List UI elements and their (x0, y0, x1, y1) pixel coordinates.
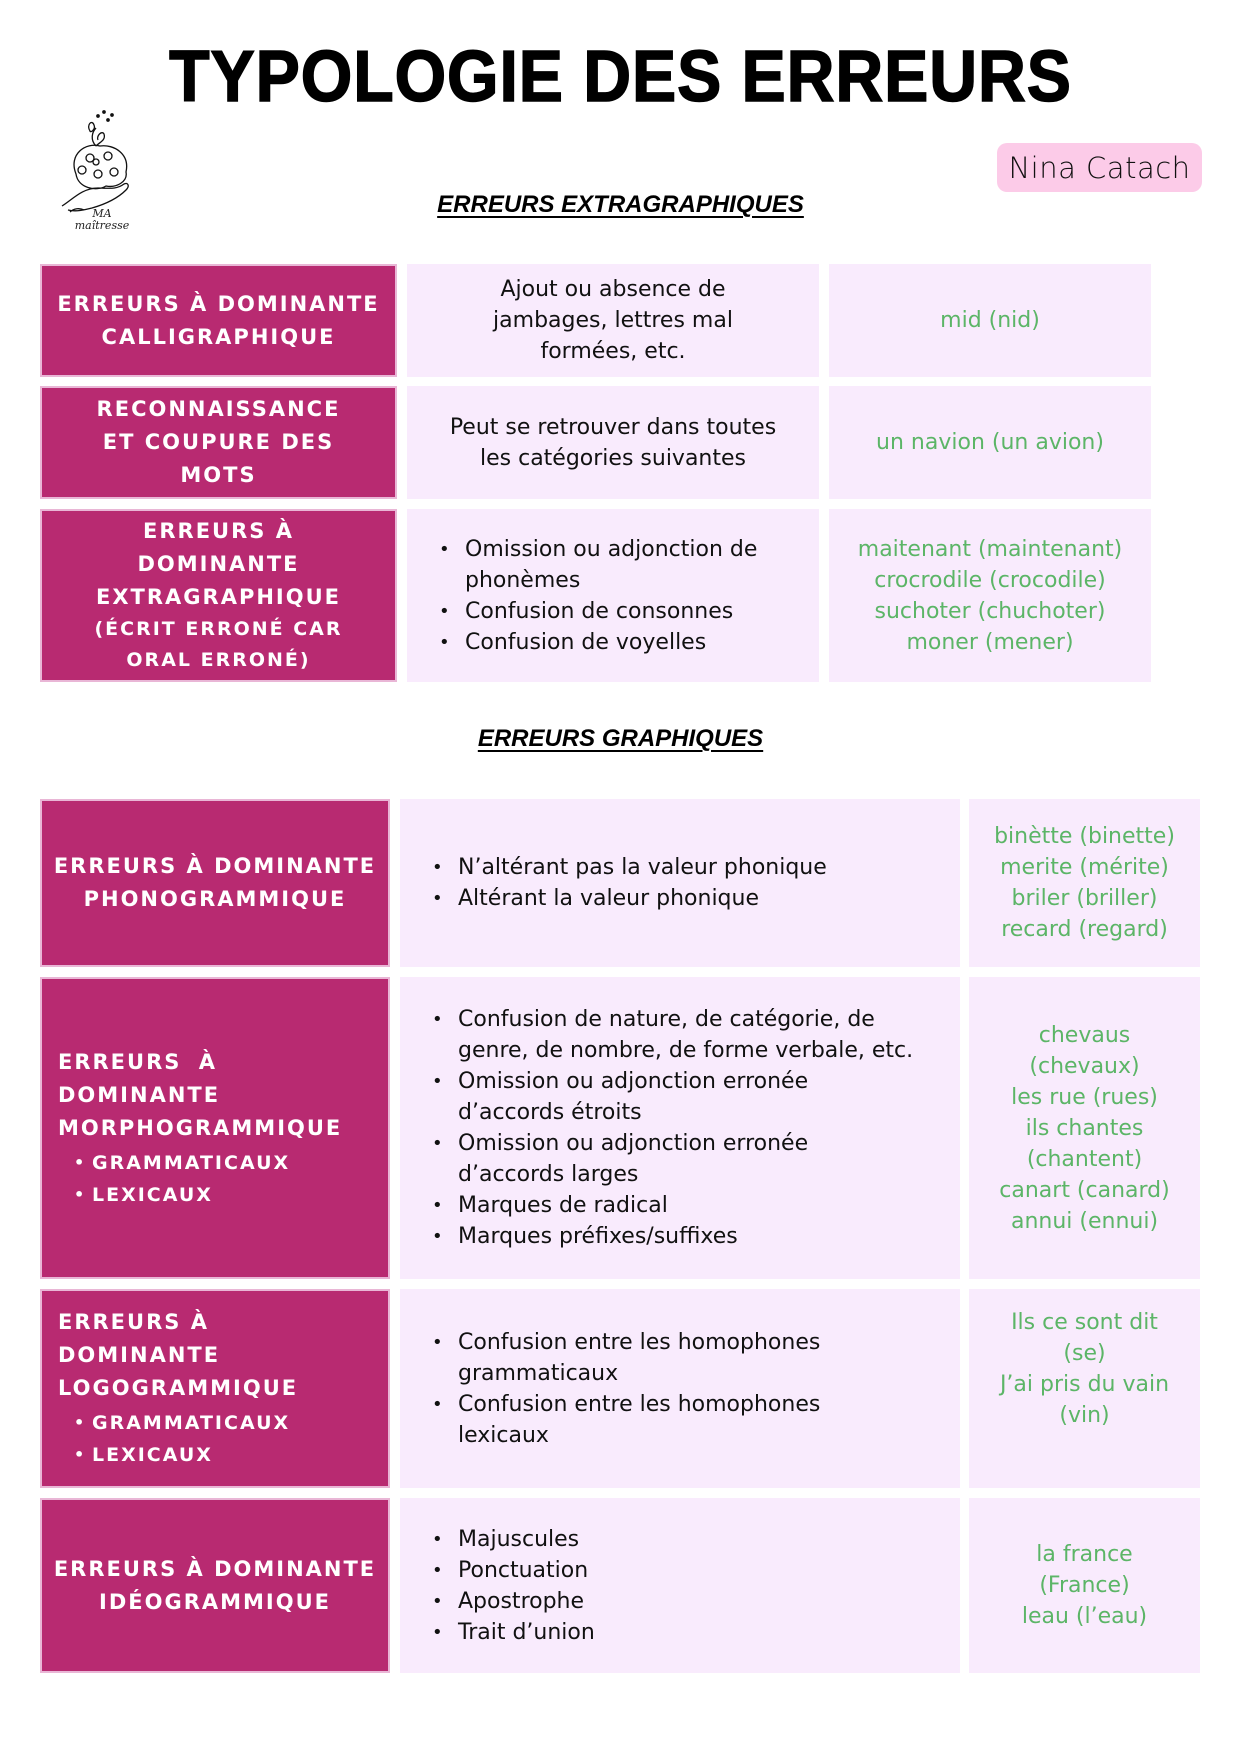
table-row (40, 509, 1151, 682)
example-text: merite (mérite) (1000, 855, 1169, 880)
example-text: chevaus (1038, 1022, 1131, 1048)
example-text: recard (regard) (1001, 917, 1168, 942)
list-item: • Ponctuation (430, 1555, 595, 1586)
category-sub-list (74, 1407, 290, 1471)
list-item: • Confusion entre les homophones grammaticaux (430, 1327, 880, 1389)
table-row (40, 977, 1200, 1279)
example-text: la france (1036, 1542, 1133, 1567)
section-title-graphiques: ERREURS GRAPHIQUES (477, 725, 764, 752)
list-item: • Confusion de voyelles (437, 627, 819, 658)
category-cell (40, 509, 397, 682)
list-item: • GRAMMATICAUX (74, 1407, 290, 1439)
example-text: (se) (1063, 1341, 1106, 1366)
list-item: • Confusion de nature, de catégorie, de genre, de nombre, de forme verbale, etc. (430, 1004, 942, 1066)
list-item: • Marques préfixes/suffixes (430, 1221, 942, 1252)
author-badge: Nina Catach (997, 143, 1202, 192)
list-item: • LEXICAUX (74, 1179, 290, 1211)
list-item: • Apostrophe (430, 1586, 595, 1617)
category-cell: ERREURS À DOMINANTE PHONOGRAMMIQUE (40, 799, 390, 967)
list-item: • LEXICAUX (74, 1439, 290, 1471)
example-text: (chantent) (1026, 1146, 1143, 1172)
description-list (430, 1524, 595, 1648)
category-label: ERREURS À DOMINANTE EXTRAGRAPHIQUE (96, 519, 341, 609)
list-item: • GRAMMATICAUX (74, 1147, 290, 1179)
example-text: moner (mener) (906, 629, 1074, 655)
list-item: • Omission ou adjonction erronée d’accords étroits (430, 1066, 942, 1128)
category-label: ERREURS À DOMINANTE LOGOGRAMMIQUE (58, 1310, 299, 1400)
example-text: un navion (un avion) (876, 430, 1104, 455)
example-text: mid (nid) (940, 308, 1040, 333)
description-list (437, 534, 819, 658)
category-cell: ERREURS À DOMINANTE CALLIGRAPHIQUE (40, 264, 397, 377)
description-cell (400, 977, 960, 1279)
category-sub-list (74, 1147, 290, 1211)
example-text: Ils ce sont dit (1011, 1310, 1158, 1335)
table-row (40, 799, 1200, 967)
category-cell (40, 1289, 390, 1488)
example-text: annui (ennui) (1010, 1208, 1159, 1234)
description-cell (400, 1289, 960, 1488)
description-cell: Ajout ou absence de jambages, lettres mal formées, etc. (407, 264, 819, 377)
example-text: maitenant (maintenant) (857, 536, 1123, 562)
example-text: suchoter (chuchoter) (874, 598, 1106, 624)
example-text: briler (briller) (1011, 886, 1158, 911)
category-label: ERREURS À DOMINANTE MORPHOGRAMMIQUE (58, 1049, 343, 1140)
list-item: • Majuscules (430, 1524, 595, 1555)
category-note: (ÉCRIT ERRONÉ CAR ORAL ERRONÉ) (94, 618, 343, 671)
table-row (40, 386, 1151, 499)
example-text: (vin) (1059, 1403, 1110, 1428)
description-cell (400, 799, 960, 967)
category-cell: RECONNAISSANCE ET COUPURE DES MOTS (40, 386, 397, 499)
description-cell (407, 509, 819, 682)
section-title-extragraphiques: ERREURS EXTRAGRAPHIQUES (437, 191, 804, 218)
example-text: les rue (rues) (1011, 1084, 1158, 1110)
table-row (40, 264, 1151, 377)
example-text: (chevaux) (1029, 1053, 1140, 1079)
description-cell: Peut se retrouver dans toutes les catégories suivantes (407, 386, 819, 499)
example-text: crocrodile (crocodile) (874, 567, 1106, 593)
logo-caption-line1: MA (92, 207, 112, 220)
list-item: • Confusion entre les homophones lexicaux (430, 1389, 880, 1451)
example-text: J’ai pris du vain (999, 1372, 1170, 1397)
list-item: • Omission ou adjonction erronée d’accords larges (430, 1128, 942, 1190)
page-title: TYPOLOGIE DES ERREURS (169, 37, 1072, 117)
description-list (430, 1004, 942, 1252)
logo-caption-line2: maîtresse (74, 219, 130, 232)
list-item: • Altérant la valeur phonique (430, 883, 827, 914)
example-cell (969, 1498, 1200, 1673)
description-list (430, 1327, 880, 1451)
example-text: canart (canard) (999, 1177, 1170, 1203)
list-item: • N’altérant pas la valeur phonique (430, 852, 827, 883)
example-text: ils chantes (1025, 1115, 1144, 1141)
example-cell (969, 1289, 1200, 1488)
example-cell (969, 977, 1200, 1279)
example-cell (829, 264, 1151, 377)
table-row (40, 1498, 1200, 1673)
example-cell (829, 386, 1151, 499)
description-cell (400, 1498, 960, 1673)
example-text: binètte (binette) (994, 824, 1175, 849)
description-list (430, 852, 827, 914)
example-cell (969, 799, 1200, 967)
example-cell (829, 509, 1151, 682)
list-item: • Marques de radical (430, 1190, 942, 1221)
list-item: • Omission ou adjonction de phonèmes (437, 534, 819, 596)
example-text: (France) (1039, 1573, 1130, 1598)
example-text: leau (l’eau) (1021, 1604, 1148, 1629)
list-item: • Trait d’union (430, 1617, 595, 1648)
category-cell (40, 977, 390, 1279)
list-item: • Confusion de consonnes (437, 596, 819, 627)
category-cell: ERREURS À DOMINANTE IDÉOGRAMMIQUE (40, 1498, 390, 1673)
table-row (40, 1289, 1200, 1488)
